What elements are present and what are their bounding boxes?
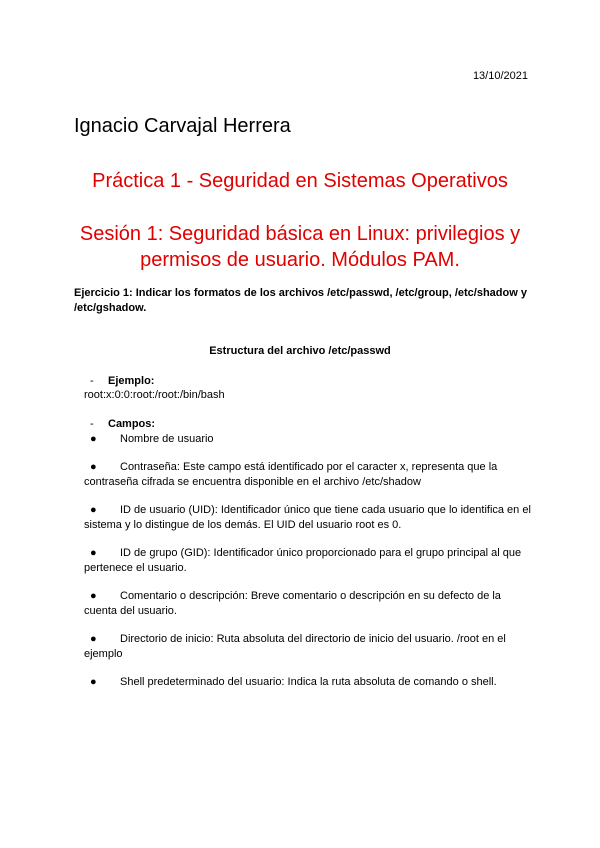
document-date: 13/10/2021 bbox=[472, 70, 528, 82]
field-text: ID de usuario (UID): Identificador único que tiene cada usuario que lo identifica en el sistema y lo distingue de los demás. El UID del usuario root es 0. bbox=[84, 504, 531, 531]
list-item bbox=[84, 546, 534, 576]
example-label: Ejemplo: bbox=[108, 375, 155, 387]
list-item bbox=[84, 632, 534, 662]
bullet-icon: ● bbox=[90, 590, 97, 602]
list-item bbox=[84, 432, 534, 447]
dash-marker: - bbox=[90, 375, 94, 387]
author-name: Ignacio Carvajal Herrera bbox=[74, 115, 291, 137]
list-item bbox=[84, 589, 534, 619]
dash-marker: - bbox=[90, 418, 94, 430]
practice-title: Práctica 1 - Seguridad en Sistemas Operativos bbox=[92, 170, 508, 192]
list-item bbox=[84, 460, 534, 490]
field-text: Nombre de usuario bbox=[120, 433, 214, 445]
field-text: Directorio de inicio: Ruta absoluta del directorio de inicio del usuario. /root en el ejemplo bbox=[84, 633, 506, 660]
fields-label: Campos: bbox=[108, 418, 156, 430]
field-text: Contraseña: Este campo está identificado por el caracter x, representa que la contraseña cifrada se encuentra disponible en el archivo /etc/shadow bbox=[84, 461, 498, 488]
example-value: root:x:0:0:root:/root:/bin/bash bbox=[84, 389, 225, 401]
bullet-icon: ● bbox=[90, 461, 97, 473]
bullet-icon: ● bbox=[90, 676, 97, 688]
bullet-icon: ● bbox=[90, 547, 97, 559]
list-item bbox=[84, 503, 534, 533]
fields-list bbox=[84, 432, 534, 703]
exercise-statement: Ejercicio 1: Indicar los formatos de los archivos /etc/passwd, /etc/group, /etc/shadow y /etc/gshadow. bbox=[74, 287, 527, 314]
bullet-icon: ● bbox=[90, 504, 97, 516]
field-text: Shell predeterminado del usuario: Indica la ruta absoluta de comando o shell. bbox=[120, 676, 497, 688]
bullet-icon: ● bbox=[90, 633, 97, 645]
example-label-row bbox=[90, 375, 154, 387]
section-heading: Estructura del archivo /etc/passwd bbox=[209, 345, 391, 357]
session-title: Sesión 1: Seguridad básica en Linux: privilegios y permisos de usuario. Módulos PAM. bbox=[79, 223, 521, 271]
fields-label-row bbox=[90, 418, 155, 430]
field-text: ID de grupo (GID): Identificador único proporcionado para el grupo principal al que pertenece el usuario. bbox=[84, 547, 522, 574]
bullet-icon: ● bbox=[90, 433, 97, 445]
list-item bbox=[84, 675, 534, 690]
field-text: Comentario o descripción: Breve comentario o descripción en su defecto de la cuenta del usuario. bbox=[84, 590, 501, 617]
